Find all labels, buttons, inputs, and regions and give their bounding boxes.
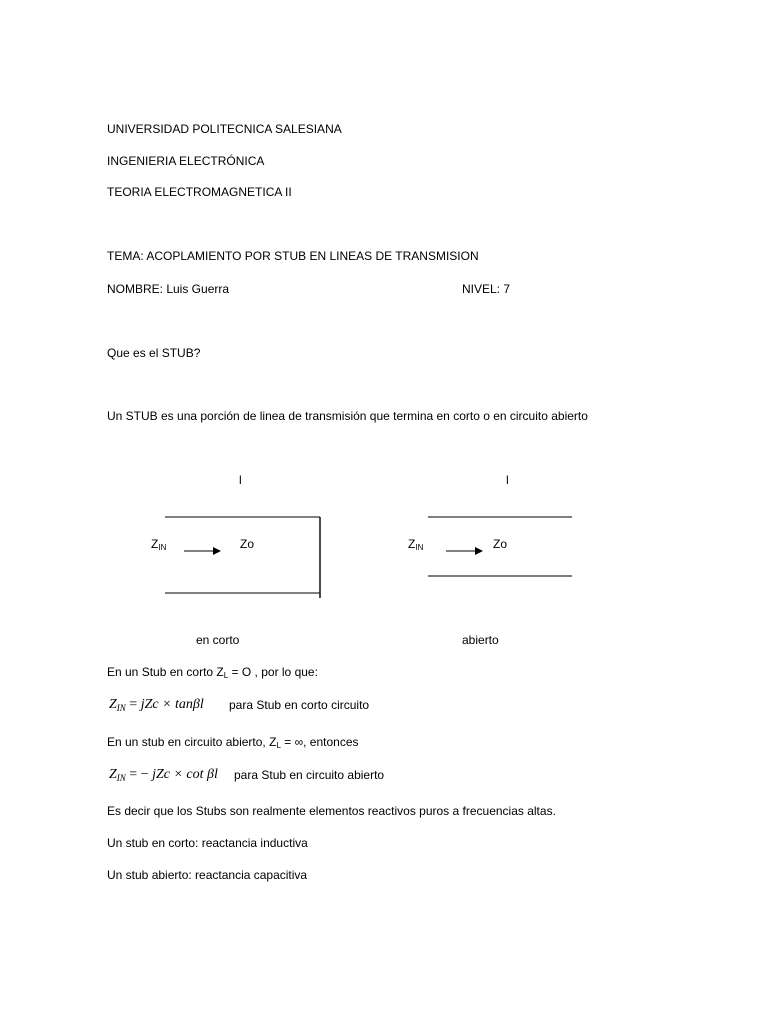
university-name: UNIVERSIDAD POLITECNICA SALESIANA xyxy=(107,122,342,136)
open-stub-reactance: Un stub abierto: reactancia capacitiva xyxy=(107,868,308,882)
short-stub-length-label: l xyxy=(239,473,242,487)
stub-definition: Un STUB es una porción de linea de transmisión que termina en corto o en circuito abierto xyxy=(107,409,588,423)
conclusion-text: Es decir que los Stubs son realmente elementos reactivos puros a frecuencias altas. xyxy=(107,804,556,818)
open-stub-caption: abierto xyxy=(462,633,499,647)
short-stub-formula: $Z_{IN}$ = jZc × tanβl xyxy=(109,697,204,713)
course-name: TEORIA ELECTROMAGNETICA II xyxy=(107,185,292,199)
open-stub-formula: $Z_{IN}$ = − jZc × cot βl xyxy=(109,767,218,783)
short-stub-reactance: Un stub en corto: reactancia inductiva xyxy=(107,836,308,850)
student-level: NIVEL: 7 xyxy=(462,282,511,296)
short-stub-caption: en corto xyxy=(196,633,240,647)
question-heading: Que es el STUB? xyxy=(107,346,201,360)
program-name: INGENIERIA ELECTRÓNICA xyxy=(107,154,265,168)
student-name: NOMBRE: Luis Guerra xyxy=(107,282,230,296)
short-circuit-stub-diagram xyxy=(165,517,320,598)
topic-title: TEMA: ACOPLAMIENTO POR STUB EN LINEAS DE TRANSMISION xyxy=(107,249,479,263)
open-stub-length-label: l xyxy=(506,473,509,487)
open-stub-zo-label: Zo xyxy=(493,537,508,551)
open-stub-formula-note: para Stub en circuito abierto xyxy=(234,768,385,782)
short-stub-zo-label: Zo xyxy=(240,537,255,551)
open-stub-condition: En un stub en circuito abierto, $Z_L$ = ∞, entonces xyxy=(107,735,359,750)
short-stub-formula-note: para Stub en corto circuito xyxy=(229,698,370,712)
short-stub-zin-label: $Z_{IN}$ xyxy=(151,537,167,552)
open-stub-zin-label: $Z_{IN}$ xyxy=(408,537,424,552)
short-stub-condition: En un Stub en corto $Z_L = O$ , por lo que: xyxy=(107,665,318,680)
